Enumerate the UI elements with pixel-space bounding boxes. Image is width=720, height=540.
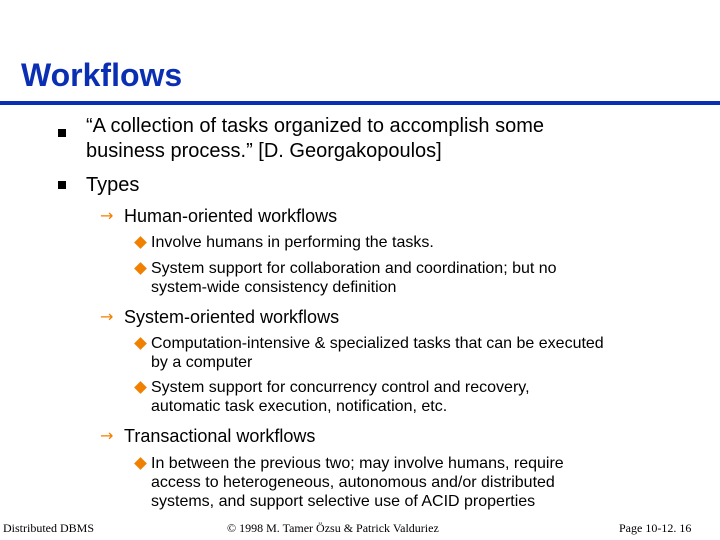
item-line: by a computer: [151, 354, 253, 371]
bullet-line: business process.” [D. Georgakopoulos]: [86, 140, 442, 162]
bullet-types: [86, 173, 139, 198]
sub-heading-system: System-oriented workflows: [124, 307, 340, 327]
footer-center: © 1998 M. Tamer Özsu & Patrick Valduriez: [227, 521, 439, 535]
item-line: System support for collaboration and coordination; but no: [151, 260, 557, 277]
arrow-icon: →: [100, 206, 114, 225]
item-line: automatic task execution, notification, etc.: [151, 398, 448, 415]
square-bullet-icon: [58, 181, 66, 189]
bullet-line: “A collection of tasks organized to accomplish some: [86, 115, 544, 137]
diamond-icon: [134, 337, 147, 350]
item-line: systems, and support selective use of ACID properties: [151, 493, 536, 510]
sub-heading-human: Human-oriented workflows: [124, 206, 338, 226]
diamond-icon: [134, 457, 147, 470]
footer-page-number: Page 10-12. 16: [619, 521, 692, 535]
diamond-icon: [134, 262, 147, 275]
bullet-quote: [86, 114, 544, 164]
item-line: Involve humans in performing the tasks.: [151, 234, 434, 251]
diamond-icon: [134, 236, 147, 249]
sub-heading-transactional: Transactional workflows: [124, 426, 316, 446]
item-line: System support for concurrency control and recovery,: [151, 379, 530, 396]
item-human-1: [151, 233, 434, 252]
item-system-2: [151, 378, 530, 416]
title-divider: [0, 101, 720, 105]
item-line: system-wide consistency definition: [151, 279, 397, 296]
arrow-icon: →: [100, 307, 114, 326]
item-system-1: [151, 334, 604, 372]
bullet-line: Types: [86, 174, 140, 196]
item-line: In between the previous two; may involve humans, require: [151, 455, 564, 472]
square-bullet-icon: [58, 129, 66, 137]
diamond-icon: [134, 381, 147, 394]
footer-left: Distributed DBMS: [3, 521, 95, 535]
page-title: Workflows: [21, 57, 183, 93]
item-line: access to heterogeneous, autonomous and/or distributed: [151, 474, 555, 491]
item-human-2: [151, 259, 557, 297]
item-line: Computation-intensive & specialized tasks that can be executed: [151, 335, 604, 352]
arrow-icon: →: [100, 426, 114, 445]
item-transactional-1: [151, 454, 564, 511]
